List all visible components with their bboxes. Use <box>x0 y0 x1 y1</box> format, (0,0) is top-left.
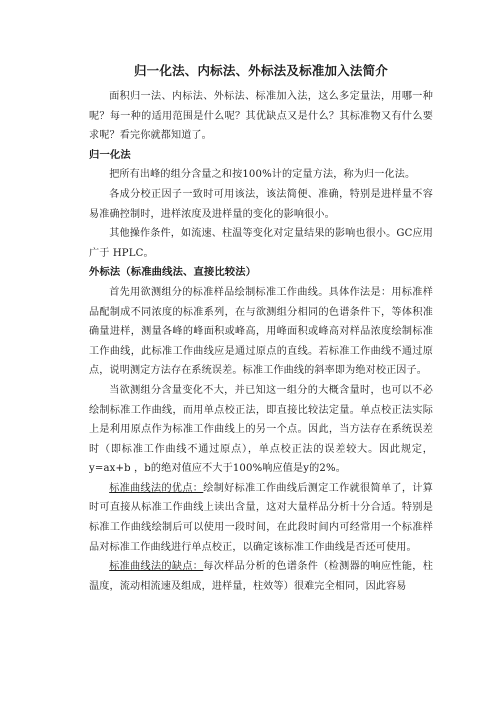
advantages-paragraph <box>89 479 433 557</box>
disadvantages-label: 标准曲线法的缺点： <box>109 561 204 573</box>
advantages-label: 标准曲线法的优点： <box>109 482 204 494</box>
normalization-paragraph-1: 把所有出峰的组分含量之和按100%计的定量方法，称为归一化法。 <box>109 169 416 181</box>
section-heading-external-standard: 外标法（标准曲线法、直接比较法） <box>89 266 257 279</box>
section-heading-normalization: 归一化法 <box>89 148 131 161</box>
external-standard-paragraph-1: 首先用欲测组分的标准样品绘制标准工作曲线。具体作法是：用标准样品配制成不同浓度的标准系列，在与欲测组分相同的色谱条件下，等体积准确量进样，测量各峰的峰面积或峰高，用峰面积或峰高对样品浓度绘制标准工作曲线，此标准工作曲线应是通过原点的直线。若标准工作曲线不通过原点，说明测定方法存在系统误差。标准工作曲线的斜率即为绝对校正因子。 <box>89 286 433 377</box>
normalization-paragraph-2: 各成分校正因子一致时可用该法，该法简便、准确，特别是进样量不容易准确控制时，进样浓度及进样量的变化的影响很小。 <box>89 188 433 220</box>
document-title: 归一化法、内标法、外标法及标准加入法简介 <box>133 63 388 78</box>
disadvantages-text: 每次样品分析的色谱条件（检测器的响应性能，柱温度，流动相流速及组成，进样量，柱效等）很难完全相同，因此容易 <box>89 561 433 592</box>
external-standard-paragraph-2: 当欲测组分含量变化不大，并已知这一组分的大概含量时，也可以不必绘制标准工作曲线，而用单点校正法，即直接比较法定量。单点校正法实际上是利用原点作为标准工作曲线上的另一个点。因此，当方法存在系统误差时（即标准工作曲线不通过原点），单点校正法的误差较大。因此规定，y=ax+b ，b的绝对值应不大于100%响应值是y的2%。 <box>89 384 433 475</box>
intro-paragraph: 面积归一法、内标法、外标法、标准加入法，这么多定量法，用哪一种呢？每一种的适用范围是什么呢？其优缺点又是什么？其标准物又有什么要求呢？看完你就都知道了。 <box>89 91 433 142</box>
document-page <box>89 62 433 596</box>
normalization-paragraph-3: 其他操作条件，如流速、柱温等变化对定量结果的影响也很小。GC应用广于 HPLC。 <box>89 228 433 259</box>
disadvantages-paragraph <box>89 557 433 596</box>
advantages-text: 绘制好标准工作曲线后测定工作就很简单了，计算时可直接从标准工作曲线上读出含量，这对大量样品分析十分合适。特别是标准工作曲线绘制后可以使用一段时间，在此段时间内可经常用一个标准样品对标准工作曲线进行单点校正，以确定该标准工作曲线是否还可使用。 <box>89 482 433 553</box>
